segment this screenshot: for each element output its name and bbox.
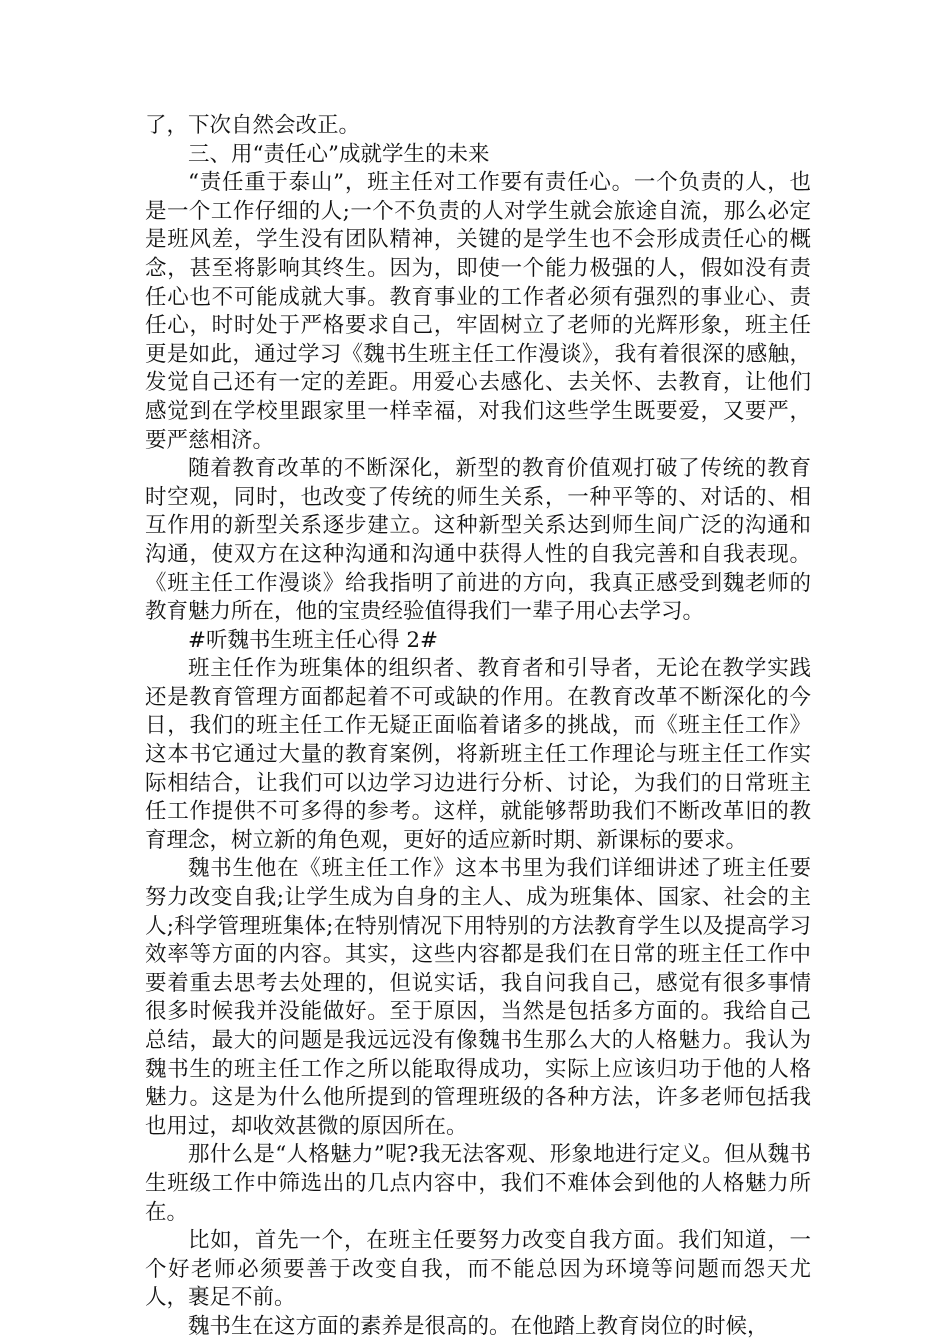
section-heading: 三、用“责任心”成就学生的未来 bbox=[188, 141, 490, 167]
paragraph: 魏书生他在《班主任工作》这本书里为我们详细讲述了班主任要努力改变自我;让学生成为自身的主人、成为班集体、国家、社会的主人;科学管理班集体;在特别情况下用特别的方法教育学生以及提高学习效率等方面的内容。其实，这些内容都是我们在日常的班主任工作中要着重去思考去处理的，但说实话，我自问我自己，感觉有很多事情很多时候我并没能做好。至于原因，当然是包括多方面的。我给自己总结，最大的问题是我远远没有像魏书生那么大的人格魅力。我认为魏书生的班主任工作之所以能取得成功，实际上应该归功于他的人格魅力。这是为什么他所提到的管理班级的各种方法，许多老师包括我也用过，却收效甚微的原因所在。 bbox=[145, 856, 811, 1139]
paragraph: 比如，首先一个，在班主任要努力改变自我方面。我们知道，一个好老师必须要善于改变自我，而不能总因为环境等问题而怨天尤人，裹足不前。 bbox=[145, 1228, 811, 1311]
paragraph: 那什么是“人格魅力”呢?我无法客观、形象地进行定义。但从魏书生班级工作中筛选出的几点内容中，我们不难体会到他的人格魅力所在。 bbox=[145, 1142, 811, 1225]
paragraph: 魏书生在这方面的素养是很高的。在他踏上教育岗位的时候， bbox=[188, 1313, 769, 1339]
document-page bbox=[145, 112, 811, 1342]
paragraph: 随着教育改革的不断深化，新型的教育价值观打破了传统的教育时空观，同时，也改变了传统的师生关系，一种平等的、对话的、相互作用的新型关系逐步建立。这种新型关系达到师生间广泛的沟通和沟通，使双方在这种沟通和沟通中获得人性的自我完善和自我表现。《班主任工作漫谈》给我指明了前进的方向，我真正感受到魏老师的教育魅力所在，他的宝贵经验值得我们一辈子用心去学习。 bbox=[145, 456, 811, 625]
section-heading: #听魏书生班主任心得 2# bbox=[188, 627, 439, 653]
paragraph-continuation: 了，下次自然会改正。 bbox=[145, 113, 361, 138]
paragraph: “责任重于泰山”，班主任对工作要有责任心。一个负责的人，也是一个工作仔细的人;一个不负责的人对学生就会旅途自流，那么必定是班风差，学生没有团队精神，关键的是学生也不会形成责任心的概念，甚至将影响其终生。因为，即使一个能力极强的人，假如没有责任心也不可能成就大事。教育事业的工作者必须有强烈的事业心、责任心，时时处于严格要求自己，牢固树立了老师的光辉形象，班主任更是如此，通过学习《魏书生班主任工作漫谈》，我有着很深的感触，发觉自己还有一定的差距。用爱心去感化、去关怀、去教育，让他们感觉到在学校里跟家里一样幸福，对我们这些学生既要爱，又要严，要严慈相济。 bbox=[145, 170, 811, 453]
paragraph: 班主任作为班集体的组织者、教育者和引导者，无论在教学实践还是教育管理方面都起着不可或缺的作用。在教育改革不断深化的今日，我们的班主任工作无疑正面临着诸多的挑战，而《班主任工作》这本书它通过大量的教育案例，将新班主任工作理论与班主任工作实际相结合，让我们可以边学习边进行分析、讨论，为我们的日常班主任工作提供不可多得的参考。这样，就能够帮助我们不断改革旧的教育理念，树立新的角色观，更好的适应新时期、新课标的要求。 bbox=[145, 656, 811, 853]
